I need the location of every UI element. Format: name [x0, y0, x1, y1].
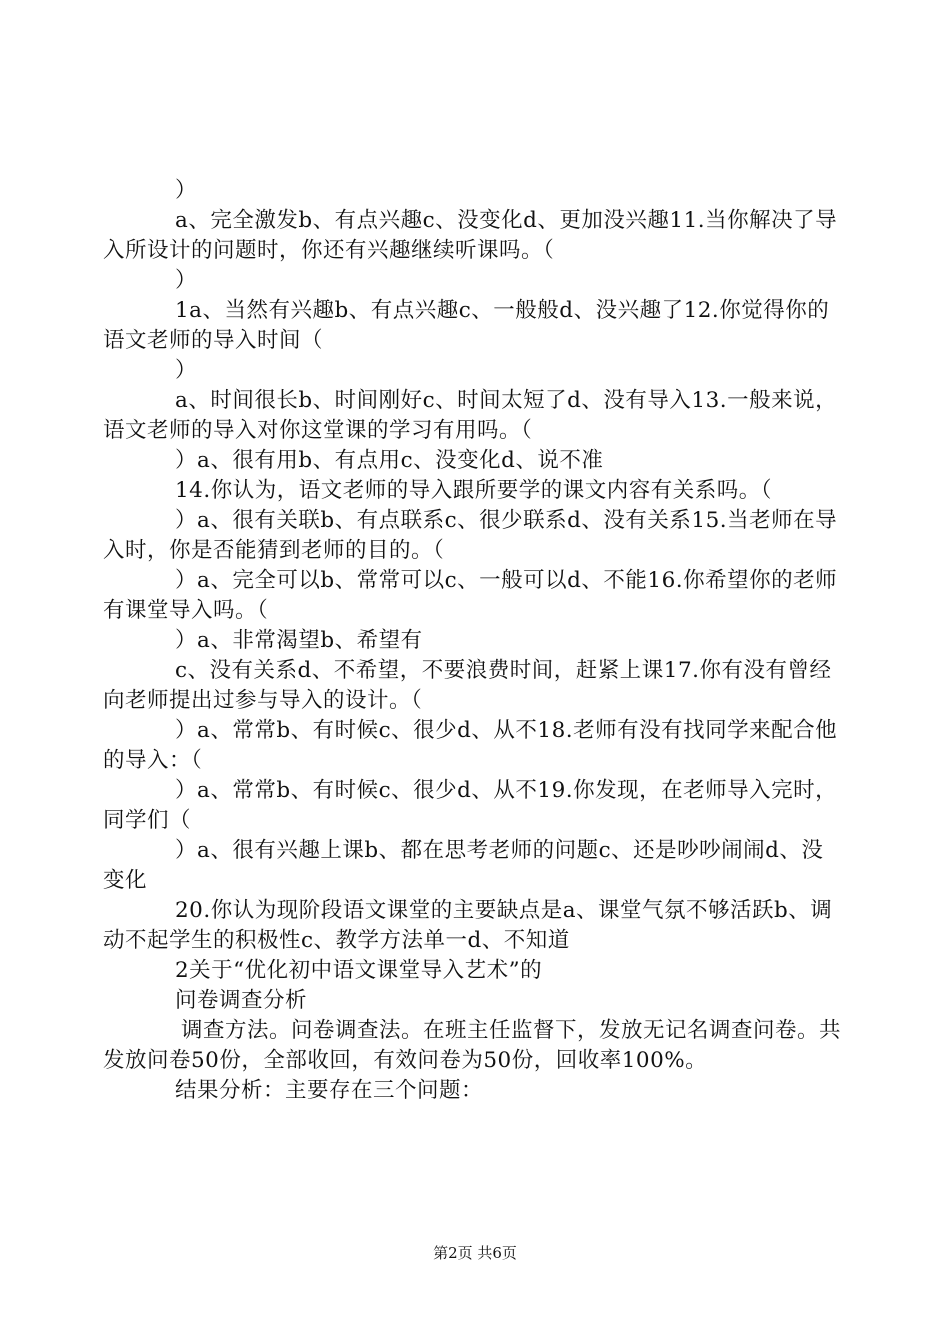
paragraph-result-analysis: 结果分析：主要存在三个问题：	[175, 1078, 484, 1103]
paragraph-5: ）	[175, 358, 198, 383]
paragraph-survey-method: 调查方法。问卷调查法。在班主任监督下，发放无记名调查问卷。共发放问卷50份，全部收回，有效问卷为50份，回收率100%。	[103, 1018, 842, 1073]
paragraph-6: a、时间很长b、时间刚好c、时间太短了d、没有导入13.一般来说，语文老师的导入对你这堂课的学习有用吗。（	[103, 388, 838, 443]
paragraph-15: ）a、很有兴趣上课b、都在思考老师的问题c、还是吵吵闹闹d、没变化	[103, 838, 824, 893]
paragraph-13: ）a、常常b、有时候c、很少d、从不18.老师有没有找同学来配合他的导入：（	[103, 718, 838, 773]
document-body	[103, 176, 843, 1106]
paragraph-8: 14.你认为，语文老师的导入跟所要学的课文内容有关系吗。（	[175, 478, 772, 503]
paragraph-7: ）a、很有用b、有点用c、没变化d、说不准	[175, 448, 604, 473]
paragraph-16: 20.你认为现阶段语文课堂的主要缺点是a、课堂气氛不够活跃b、调动不起学生的积极性c、教学方法单一d、不知道	[103, 898, 833, 953]
paragraph-3: ）	[175, 268, 198, 293]
paragraph-1: ）	[175, 178, 198, 203]
paragraph-14: ）a、常常b、有时候c、很少d、从不19.你发现，在老师导入完时，同学们（	[103, 778, 838, 833]
paragraph-9: ）a、很有关联b、有点联系c、很少联系d、没有关系15.当老师在导入时，你是否能猜到老师的目的。（	[103, 508, 838, 563]
paragraph-4: 1a、当然有兴趣b、有点兴趣c、一般般d、没兴趣了12.你觉得你的语文老师的导入时间（	[103, 298, 830, 353]
section-title-line-2: 问卷调查分析	[175, 988, 308, 1013]
page-number-footer: 第2页 共6页	[433, 1244, 517, 1262]
paragraph-10: ）a、完全可以b、常常可以c、一般可以d、不能16.你希望你的老师有课堂导入吗。（	[103, 568, 838, 623]
paragraph-12: c、没有关系d、不希望，不要浪费时间，赶紧上课17.你有没有曾经向老师提出过参与导入的设计。（	[103, 658, 832, 713]
paragraph-2: a、完全激发b、有点兴趣c、没变化d、更加没兴趣11.当你解决了导入所设计的问题时，你还有兴趣继续听课吗。（	[103, 208, 838, 263]
paragraph-11: ）a、非常渴望b、希望有	[175, 628, 423, 653]
section-title-line-1: 2关于“优化初中语文课堂导入艺术”的	[175, 958, 543, 983]
